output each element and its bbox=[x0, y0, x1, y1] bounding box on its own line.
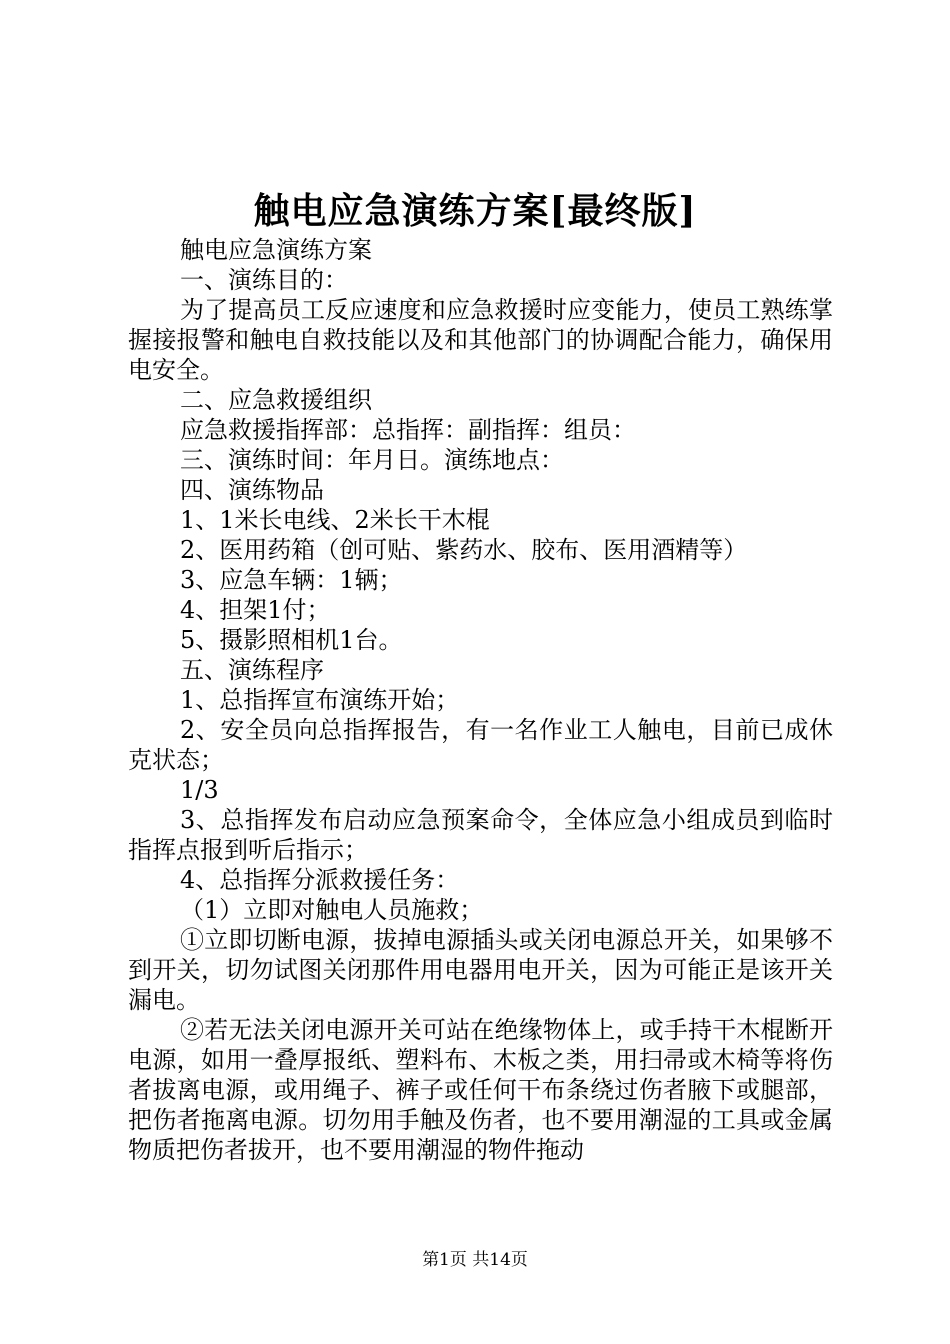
page-marker: 1/3 bbox=[180, 776, 219, 804]
paragraph: ②若无法关闭电源开关可站在绝缘物体上，或手持干木棍断开电源，如用一叠厚报纸、塑料布、木板之类，用扫帚或木椅等将伤者拔离电源，或用绳子、裤子或任何干布条绕过伤者腋下或腿部，把伤者拖离电源。切勿用手触及伤者，也不要用潮湿的工具或金属物质把伤者拔开，也不要用潮湿的物件拖动 bbox=[128, 1016, 833, 1164]
paragraph: 1、总指挥宣布演练开始； bbox=[180, 686, 460, 714]
paragraph: 三、演练时间：年月日。演练地点： bbox=[180, 446, 564, 474]
document-body bbox=[128, 235, 833, 1165]
paragraph: 四、演练物品 bbox=[180, 476, 324, 504]
paragraph: 4、总指挥分派救援任务： bbox=[180, 866, 460, 894]
paragraph: 1、1米长电线、2米长干木棍 bbox=[180, 506, 490, 534]
paragraph: 触电应急演练方案 bbox=[180, 236, 372, 264]
paragraph: 4、担架1付； bbox=[180, 596, 331, 624]
paragraph: 5、摄影照相机1台。 bbox=[180, 626, 403, 654]
paragraph: 二、应急救援组织 bbox=[180, 386, 372, 414]
paragraph: 3、应急车辆：1辆； bbox=[180, 566, 403, 594]
paragraph: ①立即切断电源，拔掉电源插头或关闭电源总开关，如果够不到开关，切勿试图关闭那件用电器用电开关，因为可能正是该开关漏电。 bbox=[128, 926, 833, 1014]
paragraph: （1）立即对触电人员施救； bbox=[180, 896, 484, 924]
paragraph: 3、总指挥发布启动应急预案命令，全体应急小组成员到临时指挥点报到听后指示； bbox=[128, 806, 833, 864]
paragraph: 2、安全员向总指挥报告，有一名作业工人触电，目前已成休克状态； bbox=[128, 716, 833, 774]
paragraph: 应急救援指挥部：总指挥：副指挥：组员： bbox=[180, 416, 636, 444]
paragraph: 为了提高员工反应速度和应急救援时应变能力，使员工熟练掌握接报警和触电自救技能以及和其他部门的协调配合能力，确保用电安全。 bbox=[128, 296, 833, 384]
paragraph: 一、演练目的： bbox=[180, 266, 348, 294]
page-footer: 第1页 共14页 bbox=[422, 1250, 528, 1270]
paragraph: 五、演练程序 bbox=[180, 656, 324, 684]
paragraph: 2、医用药箱（创可贴、紫药水、胶布、医用酒精等） bbox=[180, 536, 748, 564]
document-title: 触电应急演练方案[最终版] bbox=[253, 190, 697, 232]
